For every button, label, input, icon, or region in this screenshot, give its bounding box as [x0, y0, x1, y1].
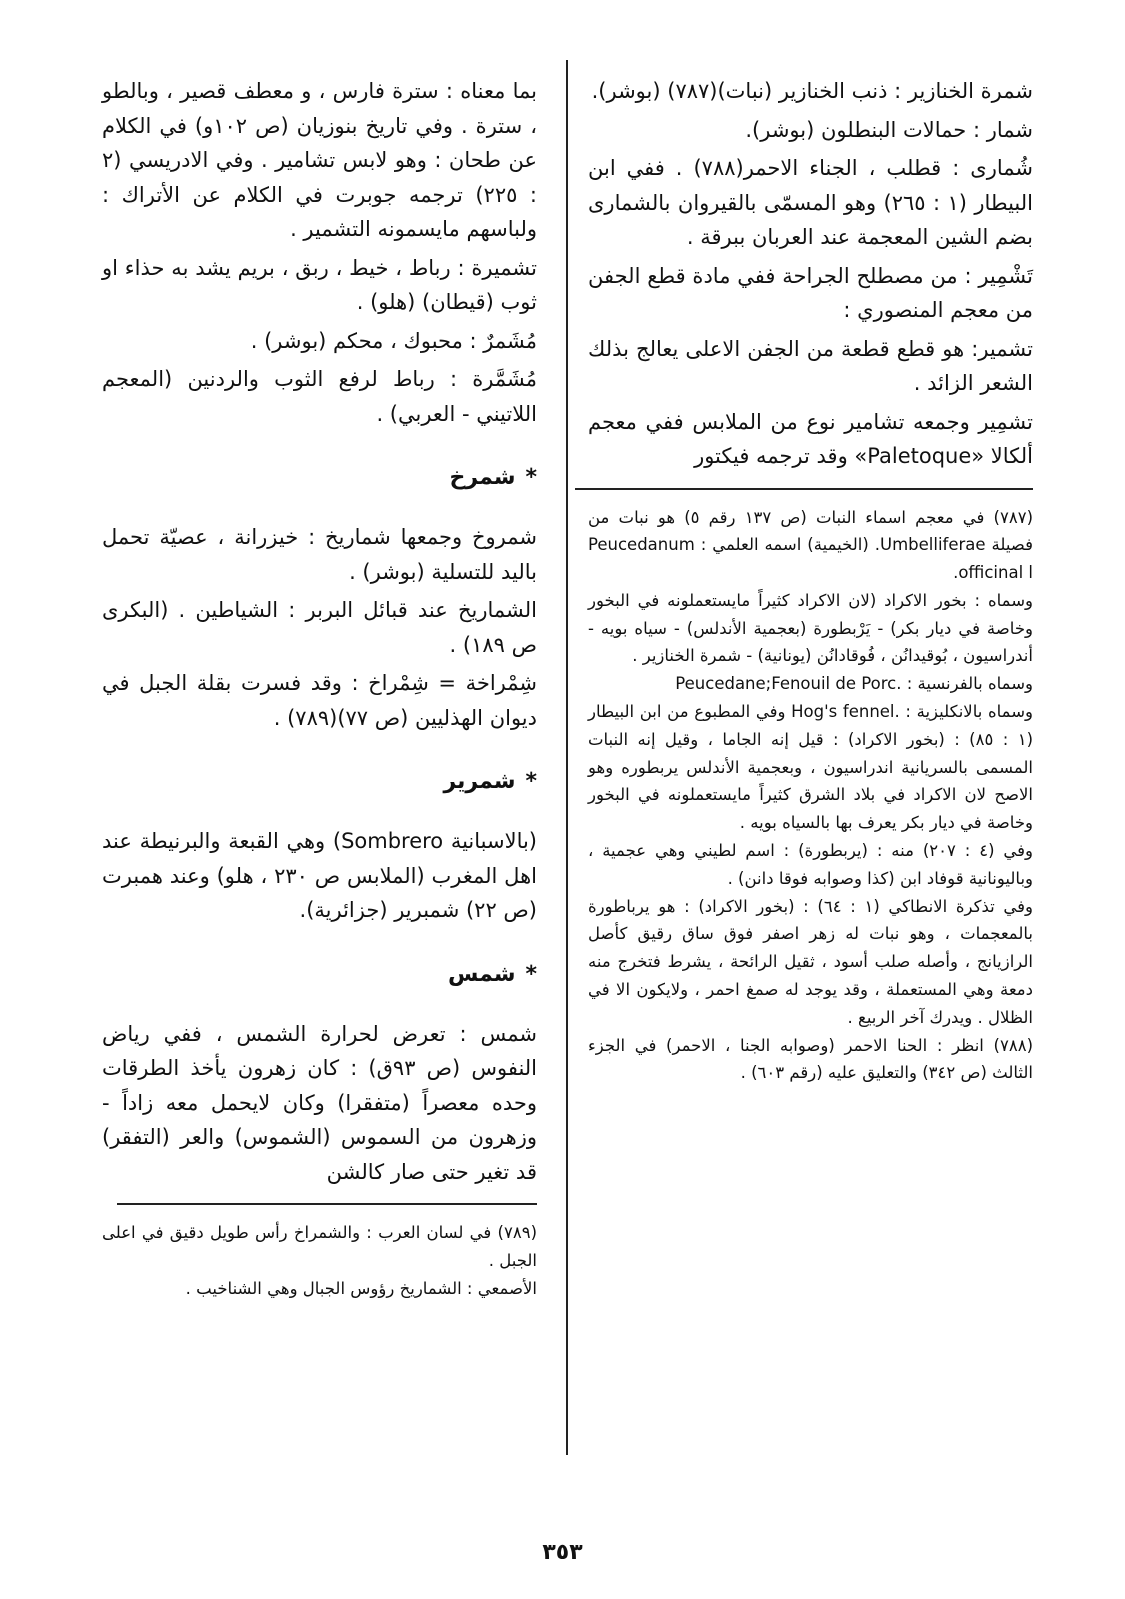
heading-text: شمرير [443, 769, 516, 794]
footnote-787-antaki: وفي تذكرة الانطاكي (١ : ٦٤) : (بخور الاكراد) : هو يرباطورة بالمعجمات ، وهو نبات له زهر اصفر فوق ساق رقيق كأصل الرازيانج ، وأصله صلب أسود ، ثقيل الرائحة ، يشرط فتخرج منه دمعة وهي المستعملة ، وقد يوجد له صمغ احمر ، ولايكون الا في الظلال . ويدرك آخر الربيع . [588, 896, 1033, 1027]
section-heading-shams [102, 962, 537, 987]
section-shamrir [102, 824, 537, 928]
footnote-787-french: وسماه بالفرنسية : .Peucedane;Fenouil de Porc [675, 674, 1033, 694]
left-footnotes [102, 1219, 537, 1302]
entry-tashmir-continued: بما معناه : سترة فارس ، و معطف قصير ، وبالطو ، سترة . وفي تاريخ بنوزيان (ص ١٠٢و) في الكلام عن طحان : وهو لابس تشامير . وفي الادريسي (٢ : ٢٢٥) ترجمه جوبرت في الكلام عن الأتراك : ولباسهم مايسمونه التشمير . [102, 79, 537, 241]
entry-shammar: شمار : حمالات البنطلون (بوشر). [745, 117, 1033, 142]
right-column [588, 74, 1033, 1087]
entry-shams: شمس : تعرض لحرارة الشمس ، ففي رياض النفوس (ص ٩٣ق) : كان زهرون يأخذ الطرقات وحده معصراً (متفقرا) وكان لايحمل معه زاداً - وزهرون من السموس (الشموس) والعر (التفقر) قد تغير حتى صار كالشن [102, 1021, 538, 1184]
section-heading-shamrir [102, 769, 537, 794]
right-entries [588, 74, 1033, 474]
entry-tashmir-definition: تشمير: هو قطع قطعة من الجفن الاعلى يعالج بذلك الشعر الزائد . [588, 336, 1033, 395]
footnote-787-english: وسماه بالانكليزية : .Hog's fennel وفي المطبوع من ابن البيطار (١ : ٨٥) : (بخور الاكراد) : قيل إنه الجاما ، وقيل إنه النبات المسمى بالسريانية اندراسيون ، وبعجمية الأندلس يربطوره وهو الاصح لان الاكراد في بلاد الشرق كثيراً مايستعملونه في البخور وخاصة في ديار بكر يعرف بها بالسياه بويه . [588, 702, 1033, 833]
asterisk-marker: * [525, 465, 537, 490]
footnote-787-names: وسماه : بخور الاكراد (لان الاكراد كثيراً مايستعملونه في البخور وخاصة في ديار بكر) - يَرْبطورة (بعجمية الأندلس) - سياه بويه - أندراسيون ، بُوقيدانُن ، فُوقادانُن (يونانية) - شمرة الخنازير . [588, 590, 1033, 666]
footnote-787: (٧٨٧) في معجم اسماء النبات (ص ١٣٧ رقم ٥) هو نبات من فصيلة Umbelliferae. (الخيمية) اسمه العلمي : Peucedanum officinal l. [588, 507, 1033, 583]
footnote-789-asmai: الأصمعي : الشماريخ رؤوس الجبال وهي الشناخيب . [185, 1278, 537, 1298]
entry-shamarikh: الشماريخ عند قبائل البربر : الشياطين . (البكرى ص ١٨٩) . [102, 598, 537, 657]
entry-mushammara: مُشَمَّرة : رباط لرفع الثوب والردنين (المعجم اللاتيني - العربي) . [102, 367, 537, 426]
heading-text: شمس [448, 961, 516, 987]
section-heading-shamrakh [102, 465, 537, 490]
section-shamrakh [102, 520, 537, 735]
asterisk-marker: * [525, 769, 537, 794]
entry-shumara: شُمارى : قطلب ، الجناء الاحمر(٧٨٨) . ففي ابن البيطار (١ : ٢٦٥) وهو المسمّى بالقيروان بالشمارى بضم الشين المعجمة عند العربان ببرقة . [588, 156, 1033, 249]
page-number: ٣٥٣ [542, 1540, 583, 1565]
entry-shamrat-alkhanazir: شمرة الخنازير : ذنب الخنازير (نبات)(٧٨٧) (بوشر). [591, 79, 1033, 103]
asterisk-marker: * [525, 961, 537, 987]
entry-sombrero: (بالاسبانية Sombrero) وهي القبعة والبرنيطة عند اهل المغرب (الملابس ص ٢٣٠ ، هلو) وعند همبرت (ص ٢٢) شمبرير (جزائرية). [102, 829, 537, 922]
column-divider [566, 60, 568, 1455]
footnote-787-ibn-baitar: وفي (٤ : ٢٠٧) منه : (يربطورة) : اسم لطيني وهي عجمية ، وباليونانية قوفاد ابن (كذا وصوابه فوقا دانن) . [588, 841, 1033, 888]
right-footnotes [588, 504, 1033, 1088]
left-column [102, 74, 537, 1302]
entry-shumrukh: شمروخ وجمعها شماريخ : خيزرانة ، عصيّة تحمل باليد للتسلية (بوشر) . [102, 525, 537, 584]
entry-mushammar: مُشَمرٌ : محبوك ، محكم (بوشر) . [250, 328, 537, 353]
entry-tashmir-surgery: تَشْمِير : من مصطلح الجراحة ففي مادة قطع الجفن من معجم المنصوري : [588, 263, 1033, 322]
entry-tashmir-garment: تشمِير وجمعه تشامير نوع من الملابس ففي معجم ألكالا «Paletoque» وقد ترجمه فيكتور [588, 409, 1033, 468]
footnote-788: (٧٨٨) انظر : الحنا الاحمر (وصوابه الجنا ، الاحمر) في الجزء الثالث (ص ٣٤٢) والتعليق عليه (رقم ٦٠٣) . [588, 1035, 1033, 1083]
footnote-789: (٧٨٩) في لسان العرب : والشمراخ رأس طويل دقيق في اعلى الجبل . [102, 1223, 537, 1270]
entry-shimrakha: شِمْراخة = شِمْراخ : وقد فسرت بقلة الجبل في ديوان الهذليين (ص ٧٧)(٧٨٩) . [102, 671, 537, 730]
left-continuation [102, 74, 537, 431]
section-shams [102, 1017, 537, 1190]
footnote-rule-left [117, 1203, 537, 1205]
entry-tashmira: تشميرة : رباط ، خيط ، ربق ، بريم يشد به حذاء او ثوب (قيطان) (هلو) . [102, 255, 537, 314]
heading-text: شمرخ [449, 465, 516, 490]
footnote-rule-right [575, 488, 1033, 490]
